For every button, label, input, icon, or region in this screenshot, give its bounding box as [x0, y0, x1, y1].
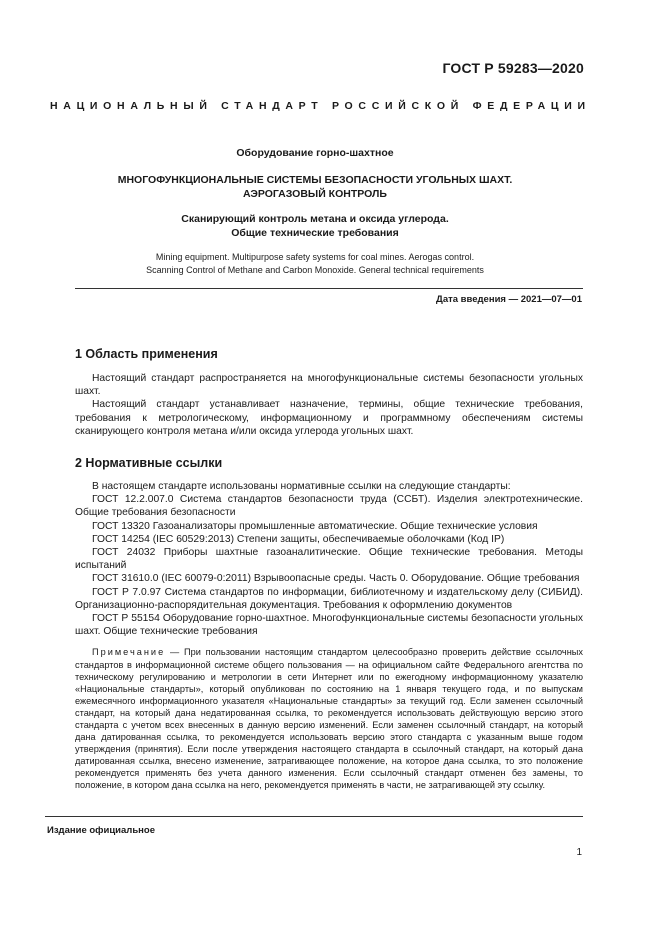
reference-item: ГОСТ 13320 Газоанализаторы промышленные автоматические. Общие технические условия: [92, 520, 538, 532]
main-title: [60, 173, 570, 201]
edition-label: Издание официальное: [47, 825, 155, 836]
english-title: [60, 251, 570, 277]
note-label: Примечание: [92, 647, 166, 658]
reference-item: ГОСТ 31610.0 (IEC 60079-0:2011) Взрывоопасные среды. Часть 0. Оборудование. Общие требования: [92, 573, 580, 585]
note-text: — При пользовании настоящим стандартом целесообразно проверить действие ссылочных стандартов в информационной системе общего пользования — на официальном сайте Федерального агентства по техническому регулированию и метрологии в сети Интернет или по ежегодному информационному указателю «Национальные стандарты», который опубликован по состоянию на 1 января текущего года, и по выпускам ежемесячного информационного указателя «Национальные стандарты» за текущий год. Если заменен ссылочный стандарт, на который дана недатированная ссылка, то рекомендуется использовать действующую версию этого стандарта с учетом всех внесенных в данную версию изменений. Если заменен ссылочный стандарт, на который дана датированная ссылка, то рекомендуется использовать версию этого стандарта с указанным выше годом утверждения (принятия). Если после утверждения настоящего стандарта в ссылочный стандарт, на который дана датированная ссылка, внесено изменение, затрагивающее положение, на которое дана ссылка, то это положение рекомендуется применять без учета данного изменения. Если ссылочный стандарт отменен без замены, то положение, в котором дана ссылка на него, рекомендуется применять в части, не затрагивающей эту ссылку.: [75, 647, 583, 791]
subtitle-line-2: Общие технические требования: [231, 227, 399, 239]
national-standard-banner: НАЦИОНАЛЬНЫЙ СТАНДАРТ РОССИЙСКОЙ ФЕДЕРАЦИИ: [50, 100, 591, 112]
section-normative-references: [75, 456, 583, 792]
reference-item: ГОСТ 14254 (IEC 60529:2013) Степени защиты, обеспечиваемые оболочками (Код IP): [92, 533, 505, 545]
section-scope: [75, 347, 583, 438]
standard-number: ГОСТ Р 59283—2020: [442, 60, 584, 76]
reference-item: ГОСТ Р 7.0.97 Система стандартов по информации, библиотечному и издательскому делу (СИБИД). Организационно-распорядительная документация. Требования к оформлению документов: [75, 586, 583, 611]
subtitle: [60, 212, 570, 240]
paragraph: Настоящий стандарт распространяется на многофункциональные системы безопасности угольных шахт.: [75, 373, 583, 398]
reference-item: ГОСТ Р 55154 Оборудование горно-шахтное. Многофункциональные системы безопасности угольных шахт. Общие технические требования: [75, 613, 583, 638]
paragraph: В настоящем стандарте использованы нормативные ссылки на следующие стандарты:: [92, 481, 511, 492]
main-title-line-1: МНОГОФУНКЦИОНАЛЬНЫЕ СИСТЕМЫ БЕЗОПАСНОСТИ УГОЛЬНЫХ ШАХТ.: [117, 174, 513, 186]
reference-item: ГОСТ 24032 Приборы шахтные газоаналитические. Общие технические требования. Методы испытаний: [75, 547, 583, 572]
paragraph: Настоящий стандарт устанавливает назначение, термины, общие технические требования, требования к метрологическому, информационному и программному обеспечениям системы сканирующего контроля метана и/или оксида углерода угольных шахт.: [75, 399, 583, 437]
section-heading: 1 Область применения: [75, 347, 218, 361]
section-heading: 2 Нормативные ссылки: [75, 456, 223, 470]
english-title-line-2: Scanning Control of Methane and Carbon Monoxide. General technical requirements: [146, 265, 484, 275]
note: [75, 646, 583, 791]
page-number: 1: [576, 847, 582, 858]
subtitle-line-1: Сканирующий контроль метана и оксида углерода.: [181, 213, 449, 225]
footer-divider: [45, 816, 583, 817]
header-divider: [75, 288, 583, 289]
main-title-line-2: АЭРОГАЗОВЫЙ КОНТРОЛЬ: [243, 188, 387, 200]
english-title-line-1: Mining equipment. Multipurpose safety systems for coal mines. Aerogas control.: [155, 252, 475, 262]
reference-item: ГОСТ 12.2.007.0 Система стандартов безопасности труда (ССБТ). Изделия электротехнические. Общие требования безопасности: [75, 494, 583, 519]
subject-line: Оборудование горно-шахтное: [236, 147, 394, 159]
effective-date: Дата введения — 2021—07—01: [436, 294, 582, 305]
